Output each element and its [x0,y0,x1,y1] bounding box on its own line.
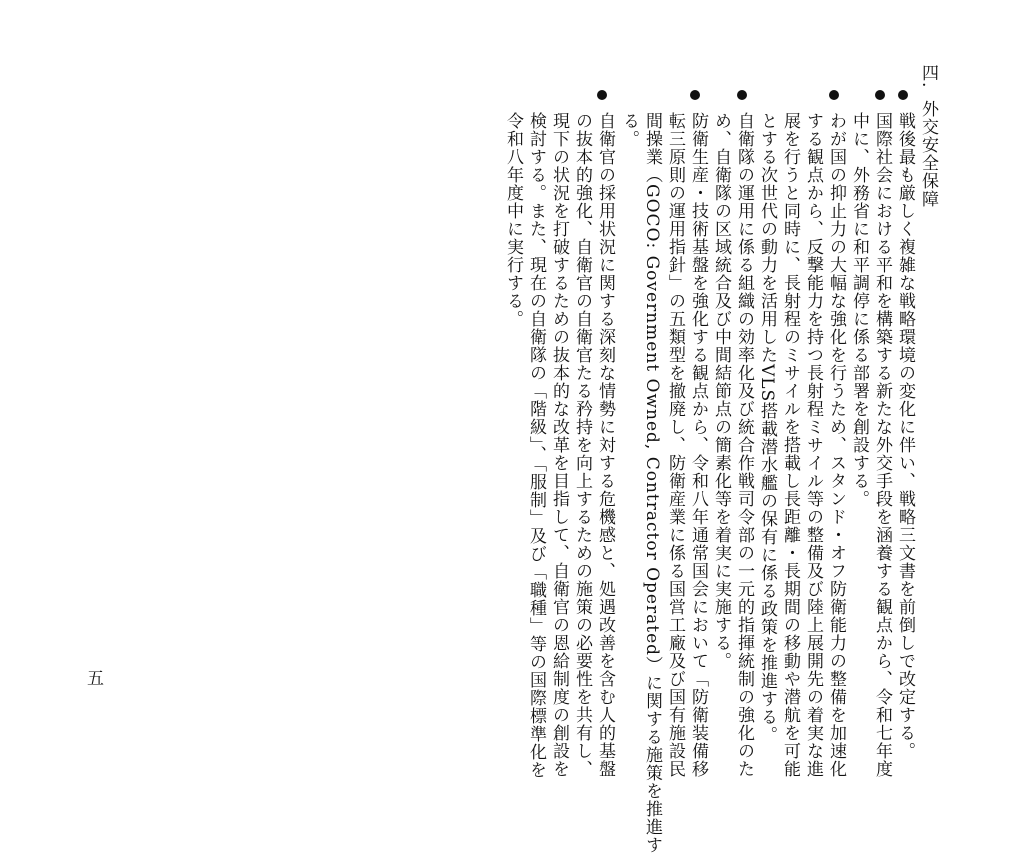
text-line: 戦後最も厳しく複雑な戦略環境の変化に伴い、戦略三文書を前倒しで改定する。 [895,112,915,760]
text-line: 展を行うと同時に、長射程のミサイルを搭載し長距離・長期間の移動や潜航を可能 [780,112,800,778]
text-line: 検討する。また、現在の自衛隊の「階級」、「服制」及び「職種」等の国際標準化を [526,112,546,779]
text-line: る。 [619,112,639,148]
text-line: め、自衛隊の区域統合及び中間結節点の簡素化等を着実に実施する。 [711,112,731,670]
page-number: 五 [87,669,104,689]
text-line: わが国の抑止力の大幅な強化を行うため、スタンド・オフ防衛能力の整備を加速化 [826,112,846,778]
text-line: 自衛隊の運用に係る組織の効率化及び統合作戦司令部の一元的指揮統制の強化のた [734,112,754,778]
text-line: とする次世代の動力を活用したVLS搭載潜水艦の保有に係る政策を推進する。 [757,112,777,745]
bullet-6 [597,90,607,100]
text-line: 自衛官の採用状況に関する深刻な情勢に対する危機感と、処遇改善を含む人的基盤 [595,112,615,778]
section-heading [915,64,941,88]
text-line: の抜本的強化、自衛官の自衛官たる矜持を向上するための施策の必要性を共有し、 [572,112,592,778]
bullet-2 [875,90,885,100]
text-line: 防衛生産・技術基盤を強化する観点から、令和八年通常国会において「防衛装備移 [688,112,708,778]
text-line: する観点から、反撃能力を持つ長射程ミサイル等の整備及び陸上展開先の着実な進 [803,112,823,778]
text-line: 現下の状況を打破するための抜本的な改革を目指して、自衛官の恩給制度の創設を [549,112,569,778]
text-line: 令和八年度中に実行する。 [503,112,523,328]
text-line: 中に、外務省に和平調停に係る部署を創設する。 [849,112,869,508]
bullet-1 [898,90,908,100]
bullet-4 [737,90,747,100]
text-line: 転三原則の運用指針」の五類型を撤廃し、防衛産業に係る国営工廠及び国有施設民 [665,112,685,778]
bullet-5 [690,90,700,100]
section-title: 外交安全保障 [918,100,938,208]
text-line: 間操業（GOCO: Government Owned, Contractor Operated）に関する施策を推進す [642,112,662,854]
section-number: 四. [918,64,938,89]
text-line: 国際社会における平和を構築する新たな外交手段を涵養する観点から、令和七年度 [872,112,892,778]
bullet-3 [829,90,839,100]
